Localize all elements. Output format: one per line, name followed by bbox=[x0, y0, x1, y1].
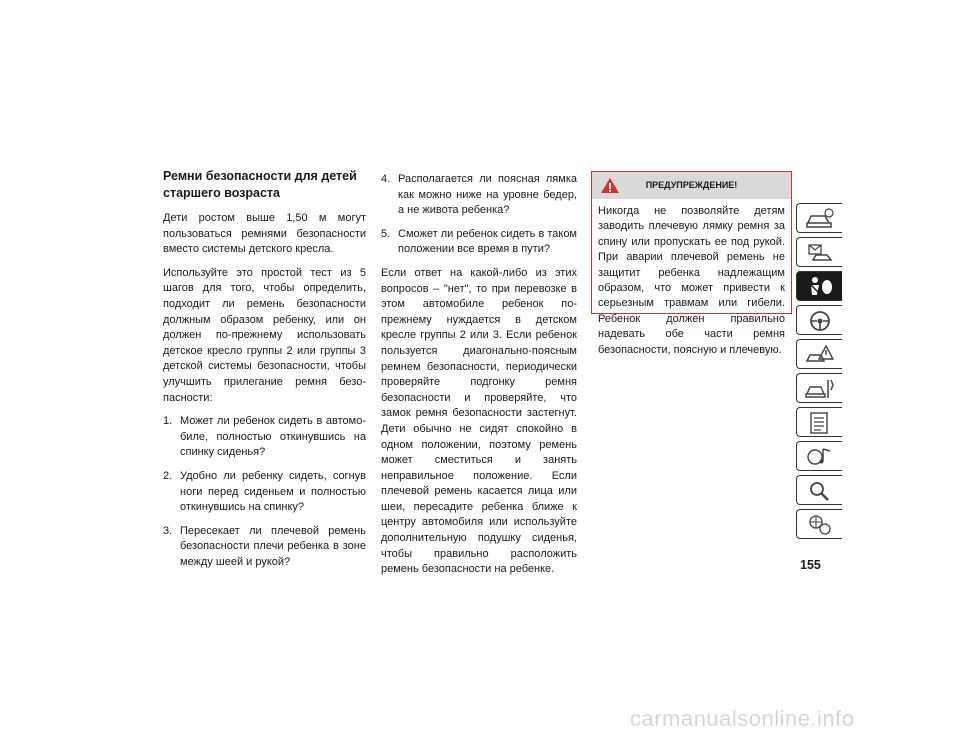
steps-list-middle bbox=[381, 172, 577, 258]
tab-specifications[interactable] bbox=[796, 407, 842, 437]
section-title: Ремни безопасности для детей старшего возраста bbox=[163, 169, 357, 200]
seatbelt-airbag-icon bbox=[805, 275, 835, 299]
list-item bbox=[163, 414, 366, 461]
list-item bbox=[163, 524, 366, 571]
list-item bbox=[381, 227, 577, 258]
tab-safety[interactable] bbox=[796, 271, 842, 301]
warning-header bbox=[592, 172, 791, 199]
step-number: 2. bbox=[163, 469, 173, 482]
list-item bbox=[163, 469, 366, 516]
step-text: Сможет ли ребенок сидеть в таком положении все время в пути? bbox=[398, 227, 577, 256]
magnifier-icon bbox=[805, 479, 835, 503]
watermark: carmanualsonline.info bbox=[630, 706, 855, 731]
media-music-icon bbox=[805, 445, 835, 469]
tab-multimedia[interactable] bbox=[796, 441, 842, 471]
tab-car-mail[interactable] bbox=[796, 237, 842, 267]
tab-languages[interactable] bbox=[796, 509, 842, 539]
language-globe-icon bbox=[805, 513, 835, 537]
step-text: Может ли ребенок сидеть в автомобиле, полностью откинувшись на спинку сиденья? bbox=[180, 415, 366, 459]
tab-emergency[interactable] bbox=[796, 339, 842, 369]
car-warning-icon bbox=[805, 343, 835, 367]
checklist-icon bbox=[805, 411, 835, 435]
warning-triangle-icon bbox=[600, 177, 620, 194]
tab-car-info[interactable] bbox=[796, 203, 842, 233]
warning-title: ПРЕДУПРЕЖДЕНИЕ! bbox=[645, 180, 738, 190]
step-number: 5. bbox=[381, 227, 391, 240]
list-item bbox=[381, 172, 577, 219]
step-text: Располагается ли поясная лямка как можно ниже на уровне бедер, а не живота ребенка? bbox=[398, 173, 577, 217]
step-text: Пересекает ли плечевой ремень безопасности плечи ребенка в зоне между шеей и рукой? bbox=[180, 524, 366, 568]
steps-list-left bbox=[163, 414, 366, 570]
tab-driving[interactable] bbox=[796, 305, 842, 335]
warning-text: Никогда не позволяйте детям заводить плечевую лямку ремня за спину или пропускать ее под рукой. При аварии плечевой ремень не защитит ребенка надлежащим образом, что может привести к серьезным травмам или гибели. Ребенок должен правильно надевать обе части ремня безопасности, поясную и плечевую. bbox=[598, 205, 785, 356]
page-number: 155 bbox=[800, 558, 821, 572]
warning-box bbox=[591, 171, 792, 356]
tab-service[interactable] bbox=[796, 373, 842, 403]
step-number: 1. bbox=[163, 415, 173, 428]
tab-index[interactable] bbox=[796, 475, 842, 505]
step-number: 4. bbox=[381, 173, 391, 185]
test-paragraph: Используйте это простой тест из 5 шагов для того, чтобы определить, подходит ли ремень безопасности должным образом ребенку, или он должен по-прежнему использовать детское кресло группы 2 или группы 3 детской системы безопасности, чтобы улучшить прилегание ремня безопасности: bbox=[163, 266, 366, 404]
car-tools-icon bbox=[805, 377, 835, 401]
middle-column bbox=[381, 172, 577, 586]
step-number: 3. bbox=[163, 524, 173, 537]
left-column bbox=[163, 168, 366, 578]
step-text: Удобно ли ребенку сидеть, согнув ноги перед сиденьем и полностью откинувшись на спинку? bbox=[180, 469, 366, 514]
steering-wheel-icon bbox=[805, 309, 835, 333]
car-info-icon bbox=[805, 207, 835, 231]
answer-paragraph: Если ответ на какой-либо из этих вопросов – "нет", то при перевозке в этом автомобиле ребенок по-прежнему нуждается в детском кресле группы 2 или 3. Если ребенок пользуется диагонально-поясным ремнем безопасности, периодически проверяйте подгонку ремня безопасности и проверяйте, что замок ремня безопасности застегнут. Дети обычно не сидят спокойно в одном положении, поэтому ремень может сместиться и занять неправильное положение. Если плечевой ремень касается лица или шеи, пересадите ребенка ближе к центру автомобиля или используйте дополнительную подушку сиденья, чтобы правильно расположить ремень безопасности на ребенке. bbox=[381, 266, 577, 576]
car-mail-icon bbox=[805, 241, 835, 265]
intro-paragraph: Дети ростом выше 1,50 м могут пользоваться ремнями безопасности вместо системы детского кресла. bbox=[163, 212, 366, 256]
